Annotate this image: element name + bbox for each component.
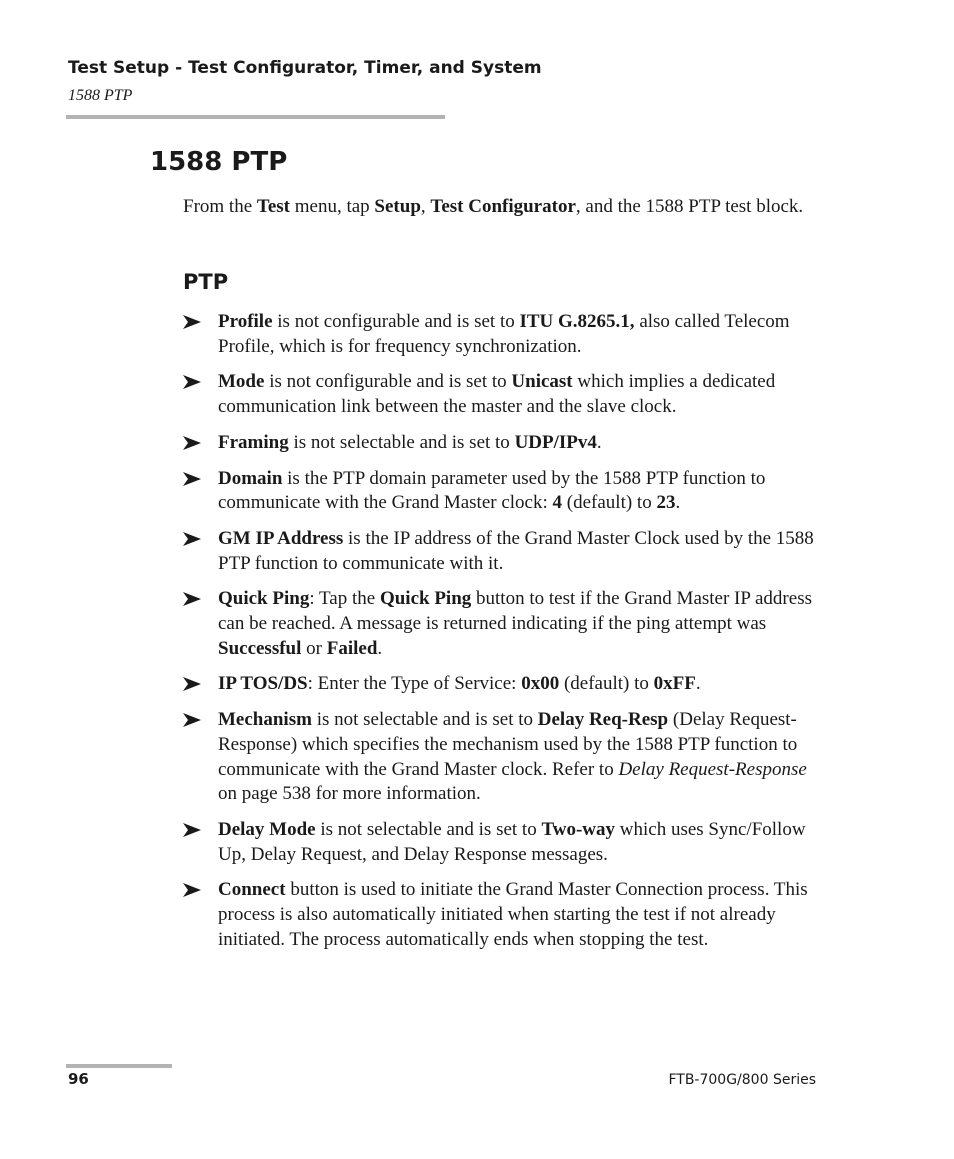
running-header <box>68 57 542 106</box>
text: is not selectable and is set to <box>311 709 538 731</box>
list-item-quick-ping <box>183 587 823 661</box>
subsection-title: PTP <box>183 270 229 294</box>
list-item-mode <box>183 370 823 419</box>
term: Mechanism <box>218 709 312 731</box>
bullet-arrow-icon <box>183 822 201 838</box>
intro-paragraph <box>183 195 823 219</box>
bullet-arrow-icon <box>183 591 201 607</box>
intro-bold: Test <box>256 196 290 217</box>
bullet-arrow-icon <box>183 531 201 547</box>
term: 0x00 <box>521 673 560 695</box>
text: (default) to <box>562 492 657 514</box>
footer-rule <box>66 1064 172 1068</box>
text: (default) to <box>559 673 654 695</box>
term: 0xFF <box>653 673 696 695</box>
bullet-arrow-icon <box>183 314 201 330</box>
text: is the PTP domain parameter used by the 1588 PTP function to communicate with the Grand Master clock: <box>218 467 766 514</box>
term: Delay Req-Resp <box>537 709 669 731</box>
page-number: 96 <box>68 1070 89 1088</box>
list-item-domain <box>183 467 823 516</box>
running-header-subtitle: 1588 PTP <box>68 87 133 104</box>
text: is the IP address of the Grand Master Clock used by the 1588 PTP function to communicate with it. <box>218 527 814 574</box>
term: Delay Mode <box>218 818 316 840</box>
intro-text: , and the 1588 PTP test block. <box>575 196 804 217</box>
list-item-profile <box>183 310 823 359</box>
text: also called Telecom Profile, which is for frequency synchronization. <box>218 311 790 357</box>
term: Successful <box>218 637 302 659</box>
text: button to test if the Grand Master IP address can be reached. A message is returned indicating if the ping attempt was <box>218 588 812 635</box>
term: Two-way <box>541 818 616 840</box>
section-title: 1588 PTP <box>150 147 288 177</box>
term: Quick Ping <box>218 588 310 610</box>
term: Failed <box>326 637 378 659</box>
text: button is used to initiate the Grand Master Connection process. This process is also automatically initiated when starting the test if not already initiated. The process automatically ends when stopping the test. <box>218 879 808 950</box>
intro-text: , <box>420 196 431 217</box>
text: is not selectable and is set to <box>288 431 515 453</box>
term: UDP/IPv4 <box>514 431 597 453</box>
intro-bold: Setup <box>374 196 421 217</box>
text: . <box>695 673 701 695</box>
text: on page 538 for more information. <box>218 783 481 805</box>
list-item-mechanism <box>183 708 823 807</box>
product-series: FTB-700G/800 Series <box>668 1072 816 1088</box>
text: (Delay Request-Response) which specifies the mechanism used by the 1588 PTP function to communicate with the Grand Master clock. Refer to <box>218 709 798 780</box>
bullet-arrow-icon <box>183 435 201 451</box>
term: IP TOS/DS <box>218 673 308 695</box>
bullet-arrow-icon <box>183 882 201 898</box>
text: . <box>675 492 681 514</box>
term: GM IP Address <box>218 527 344 549</box>
term: Profile <box>218 311 273 332</box>
term: Domain <box>218 467 283 489</box>
cross-reference-link[interactable]: Delay Request-Response <box>618 758 807 780</box>
text: . <box>596 431 602 453</box>
term: 4 <box>552 492 563 514</box>
parameter-list <box>183 310 823 963</box>
term: ITU G.8265.1, <box>519 311 635 332</box>
text: which implies a dedicated communication link between the master and the slave clock. <box>218 371 776 418</box>
running-header-title: Test Setup - Test Configurator, Timer, and System <box>68 58 542 78</box>
text: or <box>301 637 327 659</box>
intro-bold: Test Configurator <box>430 196 576 217</box>
bullet-arrow-icon <box>183 676 201 692</box>
bullet-arrow-icon <box>183 471 201 487</box>
term: Connect <box>218 879 286 901</box>
bullet-arrow-icon <box>183 712 201 728</box>
term: Mode <box>218 371 265 393</box>
text: is not configurable and is set to <box>264 371 512 393</box>
header-rule <box>66 115 445 119</box>
text: is not selectable and is set to <box>315 818 542 840</box>
text: : Enter the Type of Service: <box>307 673 522 695</box>
text: which uses Sync/Follow Up, Delay Request, and Delay Response messages. <box>218 818 806 865</box>
intro-text: menu, tap <box>289 196 375 217</box>
text: . <box>377 637 383 659</box>
term: Quick Ping <box>379 588 472 610</box>
text: is not configurable and is set to <box>272 311 520 332</box>
list-item-ip-tos-ds <box>183 672 823 697</box>
list-item-gm-ip-address <box>183 527 823 576</box>
term: Unicast <box>511 371 573 393</box>
bullet-arrow-icon <box>183 374 201 390</box>
text: : Tap the <box>309 588 380 610</box>
list-item-connect <box>183 878 823 952</box>
term: Framing <box>218 431 289 453</box>
intro-text: From the <box>183 196 257 217</box>
list-item-framing <box>183 431 823 456</box>
list-item-delay-mode <box>183 818 823 867</box>
term: 23 <box>656 492 676 514</box>
